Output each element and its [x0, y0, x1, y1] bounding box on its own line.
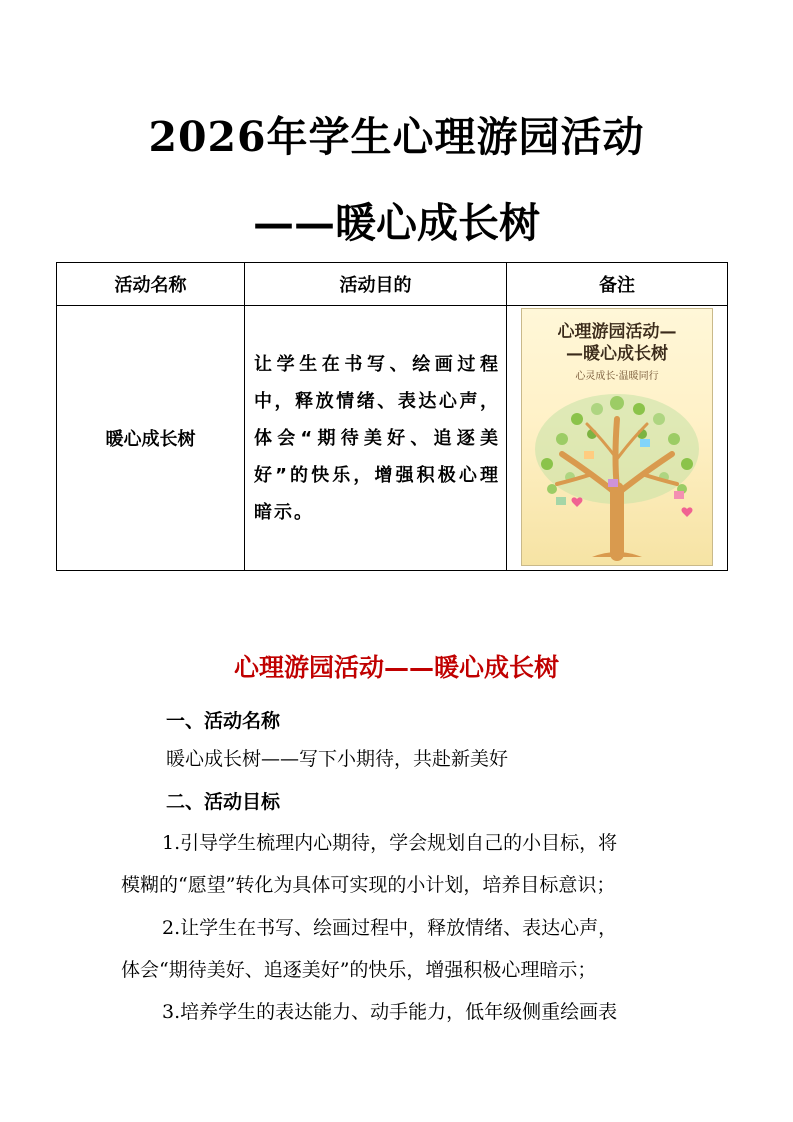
header-remarks: 备注 [507, 263, 728, 306]
growth-tree-poster [521, 308, 713, 566]
activity-name-cell: 暖心成长树 [57, 306, 245, 571]
tree-illustration [522, 379, 712, 565]
activity-table [56, 262, 728, 571]
table-header-row [57, 263, 728, 306]
activity-purpose-cell: 让学生在书写、绘画过程中，释放情绪、表达心声，体会“期待美好、追逐美好”的快乐，增强积极心理暗示。 [245, 306, 507, 571]
goal-2-line1: 2.让学生在书写、绘画过程中，释放情绪、表达心声， [162, 917, 618, 939]
table-row [57, 306, 728, 571]
heading-activity-goals: 二、活动目标 [166, 791, 281, 813]
header-activity-name: 活动名称 [57, 263, 245, 306]
header-activity-purpose: 活动目的 [245, 263, 507, 306]
heading-activity-name: 一、活动名称 [166, 710, 281, 732]
document-title-line1: 2026年学生心理游园活动 [148, 113, 645, 161]
poster-title-line2: —暖心成长树 [566, 344, 668, 364]
goal-1-line1: 1.引导学生梳理内心期待，学会规划自己的小目标，将 [162, 832, 618, 854]
tree-roots [592, 552, 642, 557]
goal-1-line2: 模糊的“愿望”转化为具体可实现的小计划，培养目标意识； [121, 874, 616, 896]
goal-3-line1: 3.培养学生的表达能力、动手能力，低年级侧重绘画表 [162, 1001, 618, 1023]
poster-subtitle: 心灵成长·温暖同行 [575, 371, 659, 382]
document-title-line2: ——暖心成长树 [253, 199, 540, 247]
section-title: 心理游园活动——暖心成长树 [233, 653, 559, 682]
goal-2-line2: 体会“期待美好、追逐美好”的快乐，增强积极心理暗示； [121, 959, 597, 981]
poster-title [522, 321, 712, 365]
poster-title-line1: 心理游园活动— [557, 322, 677, 342]
activity-name-text: 暖心成长树——写下小期待，共赴新美好 [166, 748, 509, 770]
remarks-cell [507, 306, 728, 571]
